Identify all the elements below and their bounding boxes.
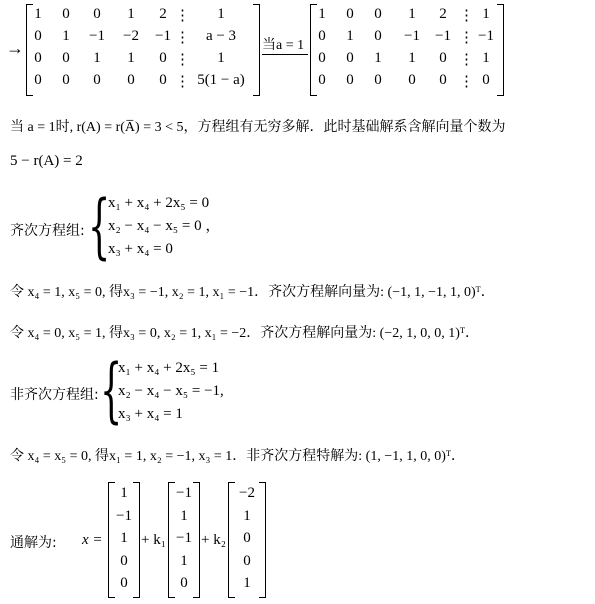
matrix-cell: 0 bbox=[346, 50, 354, 66]
matrix-cell: −1 bbox=[478, 28, 494, 44]
matrix-cell: 1 bbox=[482, 6, 490, 22]
general-solution-x: x = bbox=[82, 532, 103, 548]
homog-solution-1: 令 x₄ = 1, x₅ = 0, 得x₃ = −1, x₂ = 1, x₁ = −1．齐次方程解向量为: (−1, 1, −1, 1, 0)ᵀ． bbox=[10, 285, 495, 300]
matrix-cell: 0 bbox=[62, 72, 70, 88]
matrix-cell: 0 bbox=[318, 28, 326, 44]
matrix-cell: 0 bbox=[34, 50, 42, 66]
vector-entry: 1 bbox=[243, 507, 251, 524]
homog-eq-1: x₁ + x₄ + 2x₅ = 0 bbox=[108, 195, 210, 211]
matrix-cell: 0 bbox=[374, 72, 382, 88]
homog-eq-3: x₃ + x₄ = 0 bbox=[108, 241, 173, 257]
matrix-cell: 2 bbox=[159, 6, 167, 22]
augmented-matrix-1 bbox=[26, 4, 260, 96]
particular-vector bbox=[108, 482, 140, 598]
matrix-cell: 1 bbox=[127, 6, 135, 22]
matrix-cell: 1 bbox=[217, 6, 225, 22]
nonhomogeneous-equations bbox=[118, 357, 224, 426]
vector-entry: −1 bbox=[176, 530, 192, 546]
matrix-cell: 1 bbox=[318, 6, 326, 22]
matrix-cell: ⋮ bbox=[175, 52, 190, 68]
matrix-cell: 1 bbox=[34, 6, 42, 22]
matrix-cell: 0 bbox=[93, 72, 101, 88]
matrix-cell: 0 bbox=[159, 50, 167, 66]
matrix-cell: 0 bbox=[318, 50, 326, 66]
vector-entry: 1 bbox=[243, 575, 251, 591]
matrix-cell: −1 bbox=[404, 28, 420, 44]
matrix-cell: ⋮ bbox=[175, 8, 190, 24]
homogeneous-system-label: 齐次方程组: bbox=[10, 223, 85, 239]
homogeneous-brace: { bbox=[88, 185, 111, 267]
matrix-cell: ⋮ bbox=[459, 52, 474, 68]
matrix-cell: −1 bbox=[89, 28, 105, 44]
homog-eq-2: x₂ − x₄ − x₅ = 0 ， bbox=[108, 218, 221, 234]
nonhomog-eq-1: x₁ + x₄ + 2x₅ = 1 bbox=[118, 360, 220, 376]
matrix-cell: 0 bbox=[346, 6, 354, 22]
vector-entry: 1 bbox=[180, 507, 188, 524]
matrix-cell: 0 bbox=[439, 50, 447, 66]
nonhomog-eq-3: x₃ + x₄ = 1 bbox=[118, 406, 183, 422]
augmented-matrix-2 bbox=[310, 4, 504, 96]
matrix-cell: 1 bbox=[374, 50, 382, 66]
plus-k2: + k₂ bbox=[201, 532, 226, 548]
matrix-cell: 1 bbox=[408, 6, 416, 22]
vector-entry: −1 bbox=[116, 507, 132, 524]
vector-entry: 0 bbox=[120, 575, 128, 591]
general-solution-label: 通解为: bbox=[10, 535, 57, 551]
matrix-cell: ⋮ bbox=[175, 30, 190, 46]
vector-entry: 1 bbox=[120, 530, 128, 546]
condition-arrow-line bbox=[262, 54, 308, 55]
vector-entry: 0 bbox=[120, 552, 128, 569]
matrix-cell: a − 3 bbox=[205, 28, 237, 44]
matrix-cell: ⋮ bbox=[459, 8, 474, 24]
nonhomogeneous-brace: { bbox=[100, 349, 123, 431]
matrix-cell: 0 bbox=[408, 72, 416, 88]
solution-count: 5 − r(A) = 2 bbox=[10, 153, 83, 169]
rank-statement: 当 a = 1时, r(A) = r(A̅) = 3 < 5，方程组有无穷多解．此时基础解系含解向量个数为 bbox=[10, 120, 506, 135]
matrix-cell: ⋮ bbox=[459, 74, 474, 90]
matrix-cell: 0 bbox=[34, 72, 42, 88]
particular-solution: 令 x₄ = x₅ = 0, 得x₁ = 1, x₂ = −1, x₃ = 1．非齐次方程特解为: (1, −1, 1, 0, 0)ᵀ． bbox=[10, 449, 465, 464]
condition-label: 当a = 1 bbox=[262, 38, 305, 53]
matrix-cell: −2 bbox=[123, 28, 139, 44]
matrix-cell: ⋮ bbox=[175, 74, 190, 90]
matrix-cell: 5(1 − a) bbox=[197, 72, 245, 88]
matrix-cell: 0 bbox=[93, 6, 101, 22]
matrix-cell: 0 bbox=[374, 6, 382, 22]
matrix-cell: 2 bbox=[439, 6, 447, 22]
matrix-cell: 1 bbox=[93, 50, 101, 66]
matrix-cell: 0 bbox=[127, 72, 135, 88]
vector-entry: 0 bbox=[180, 575, 188, 591]
nonhomogeneous-system-label: 非齐次方程组: bbox=[10, 387, 99, 403]
matrix-cell: 0 bbox=[374, 28, 382, 44]
matrix-cell: 0 bbox=[439, 72, 447, 88]
matrix-cell: 1 bbox=[408, 50, 416, 66]
basis-vector-2 bbox=[228, 482, 266, 598]
matrix-cell: −1 bbox=[155, 28, 171, 44]
vector-entry: 0 bbox=[243, 530, 251, 546]
matrix-cell: 1 bbox=[217, 50, 225, 66]
vector-entry: 1 bbox=[120, 485, 128, 501]
matrix-cell: 0 bbox=[34, 28, 42, 44]
matrix-cell: 0 bbox=[318, 72, 326, 88]
vector-entry: −2 bbox=[239, 485, 255, 501]
homog-solution-2: 令 x₄ = 0, x₅ = 1, 得x₃ = 0, x₂ = 1, x₁ = −2．齐次方程解向量为: (−2, 1, 0, 0, 1)ᵀ． bbox=[10, 326, 479, 341]
matrix-cell: 0 bbox=[159, 72, 167, 88]
vector-entry: −1 bbox=[176, 485, 192, 501]
vector-entry: 0 bbox=[243, 552, 251, 569]
matrix-cell: −1 bbox=[435, 28, 451, 44]
matrix-cell: 0 bbox=[482, 72, 490, 88]
matrix-cell: 1 bbox=[127, 50, 135, 66]
matrix-cell: ⋮ bbox=[459, 30, 474, 46]
nonhomog-eq-2: x₂ − x₄ − x₅ = −1, bbox=[118, 383, 224, 399]
vector-entry: 1 bbox=[180, 552, 188, 569]
matrix-cell: 1 bbox=[346, 28, 354, 44]
plus-k1: + k₁ bbox=[141, 532, 166, 548]
matrix-cell: 1 bbox=[482, 50, 490, 66]
matrix-cell: 0 bbox=[346, 72, 354, 88]
transform-arrow: → bbox=[6, 38, 24, 58]
basis-vector-1 bbox=[168, 482, 200, 598]
matrix-cell: 1 bbox=[62, 28, 70, 44]
homogeneous-equations bbox=[108, 192, 220, 261]
matrix-cell: 0 bbox=[62, 50, 70, 66]
matrix-cell: 0 bbox=[62, 6, 70, 22]
